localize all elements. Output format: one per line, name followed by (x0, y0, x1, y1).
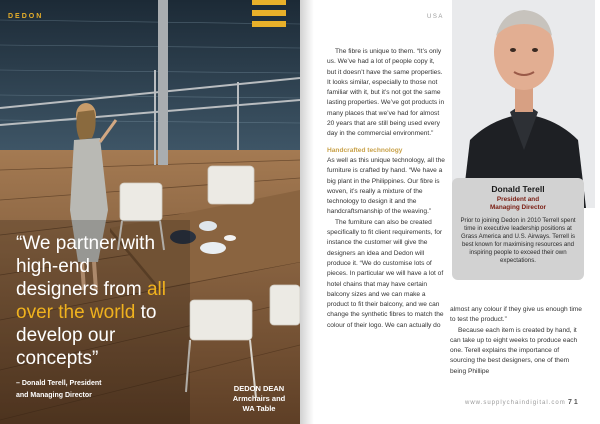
pull-quote-text: “We partner with high-end designers from (16, 233, 156, 300)
quote-attribution-line: – Donald Terell, President (16, 380, 102, 387)
article-column-1 (327, 47, 445, 331)
profile-photo (452, 0, 595, 208)
article-subhead: Handcrafted technology (327, 146, 403, 154)
article-paragraph: The fibre is unique to them. “It’s only us. We’ve had a lot of people copy it, but it doesn’t have the same properties. It looks similar, especially to those not familiar with it, but it’s not got the same lasting properties. We’ve got products in many places that we’ve had for almost 20 years that are still being used every day in the commercial environment.” (327, 48, 445, 138)
brand-label: DEDON (8, 13, 44, 20)
profile-title (460, 196, 576, 212)
profile-bio: Prior to joining Dedon in 2010 Terrell spent time in executive leadership positions at Grass America and U.S. Airways. Terrell is best known for maximising resources and inspiring people to exceed their own expectations. (460, 217, 576, 265)
pull-quote (16, 232, 176, 370)
pull-quote-highlight: all over the world (16, 279, 166, 323)
pull-quote-text-end: to develop our concepts” (16, 302, 157, 369)
article-paragraph: Because each item is created by hand, it can take up to eight weeks to produce each one. Terell explains the importance of sourcing the best designers, one of them being Phillipe (450, 326, 578, 375)
quote-attribution-line: and Managing Director (16, 392, 92, 399)
article-paragraph: The furniture can also be created specifically to fit client requirements, for instance the customer will give the designers an idea and Dedon will produce it. “We do customise lots of pieces. In particular we will have a lot of hotel chains that may have certain balcony sizes and we can make a product to fit their balcony, and we can change the synthetic fibres to match the colour of their logo. We can actually do (327, 218, 444, 329)
footer-url-link[interactable]: www.supplychaindigital.com (465, 400, 566, 406)
profile-title-line: President and (496, 196, 540, 203)
caption-line: WA Table (242, 404, 276, 413)
portrait-image (452, 0, 595, 208)
profile-name: Donald Terell (491, 184, 545, 194)
quote-attribution (16, 378, 156, 402)
caption-line: DEDON DEAN (233, 384, 285, 393)
article-paragraph: As well as this unique technology, all the furniture is crafted by hand. “We have a big plant in the Philippines. Our fibre is woven, it’s really a mixture of the technology to design it and the handcraftsmanship of the weaving.” (327, 156, 445, 216)
photo-caption (222, 384, 296, 414)
page-number: 71 (568, 399, 580, 406)
profile-title-line: Managing Director (489, 204, 547, 211)
right-page (300, 0, 600, 424)
section-country-label: USA (427, 14, 444, 20)
caption-line: Armchairs and (232, 394, 286, 403)
article-column-2 (450, 305, 585, 377)
brand-logo-icon (252, 0, 286, 40)
profile-card (452, 178, 584, 280)
article-paragraph: almost any colour if they give us enough time to test the product.” (450, 306, 582, 324)
